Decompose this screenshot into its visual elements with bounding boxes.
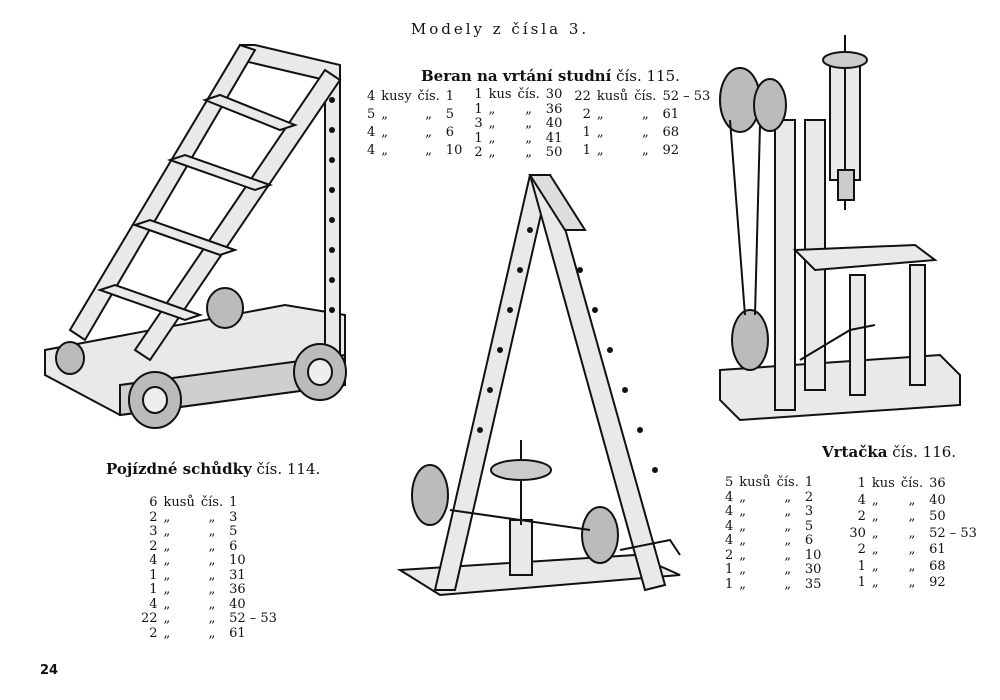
part-number: 92 [662, 143, 679, 159]
part-quantity: 4 [725, 504, 734, 519]
part-unit: „ [163, 596, 171, 612]
parts-row [571, 124, 713, 142]
part-unit: kusů [163, 495, 195, 510]
part-unit: „ [871, 575, 879, 591]
model-name: Pojízdné schůdky [106, 460, 252, 478]
part-unit: „ [871, 525, 879, 541]
parts-row [571, 88, 713, 106]
part-label: „ [208, 538, 216, 554]
part-number: 1 [229, 495, 238, 510]
parts-row [138, 612, 280, 627]
part-number: 5 [445, 106, 455, 122]
part-number: 92 [929, 575, 946, 591]
part-number: 3 [229, 509, 238, 525]
model-number: čís. 116. [892, 443, 957, 461]
part-label: „ [784, 547, 792, 563]
part-label: „ [208, 582, 216, 597]
part-number: 1 [804, 475, 814, 490]
part-quantity: 22 [141, 611, 158, 626]
parts-column [138, 496, 280, 641]
part-number: 41 [545, 130, 563, 146]
part-label: čís. [776, 475, 799, 490]
ram-illustration [380, 170, 700, 620]
part-quantity: 2 [857, 509, 866, 525]
parts-row [138, 583, 280, 598]
parts-row [722, 520, 824, 535]
part-number: 5 [229, 524, 238, 539]
part-unit: kusů [596, 88, 629, 104]
part-quantity: 2 [857, 542, 866, 558]
part-number: 6 [804, 533, 814, 548]
part-unit: „ [739, 547, 747, 563]
parts-column [846, 476, 980, 592]
part-number: 36 [545, 101, 563, 117]
part-unit: „ [488, 145, 496, 160]
part-unit: „ [596, 143, 604, 159]
page-header: Modely z čísla 3. [410, 20, 590, 38]
part-label: „ [208, 567, 216, 583]
part-quantity: 1 [725, 576, 734, 592]
part-quantity: 1 [474, 87, 483, 102]
part-unit: „ [871, 492, 879, 508]
part-number: 10 [229, 553, 246, 568]
parts-row [138, 627, 280, 642]
part-label: „ [784, 562, 792, 577]
part-quantity: 4 [857, 492, 866, 508]
page-number: 24 [40, 663, 59, 678]
drill-press-illustration [700, 30, 970, 420]
part-label: „ [908, 509, 916, 525]
part-unit: „ [381, 125, 389, 141]
parts-row [722, 549, 824, 564]
parts-row [138, 540, 280, 555]
part-quantity: 4 [725, 533, 734, 548]
part-label: „ [208, 553, 216, 568]
part-quantity: 1 [582, 125, 591, 141]
part-number: 31 [229, 567, 246, 583]
part-quantity: 4 [149, 553, 158, 568]
part-label: „ [908, 575, 916, 591]
part-number: 68 [662, 125, 679, 141]
model-number: čís. 114. [256, 460, 321, 478]
part-unit: kusů [739, 475, 771, 490]
part-quantity: 1 [725, 562, 734, 577]
part-number: 3 [804, 504, 814, 519]
part-label: „ [208, 509, 216, 525]
parts-row [138, 496, 280, 511]
part-number: 10 [804, 547, 822, 563]
part-unit: „ [739, 489, 747, 505]
part-number: 2 [804, 489, 814, 505]
model-title-beran [421, 67, 680, 85]
part-quantity: 4 [367, 88, 376, 104]
part-number: 61 [929, 542, 946, 558]
part-number: 35 [804, 576, 822, 592]
part-number: 50 [545, 145, 563, 160]
part-quantity: 3 [149, 524, 158, 539]
parts-row [471, 103, 565, 118]
part-label: „ [784, 518, 792, 534]
part-unit: „ [871, 509, 879, 525]
parts-row [846, 493, 980, 510]
part-unit: „ [163, 582, 171, 597]
parts-row [138, 525, 280, 540]
part-quantity: 1 [474, 130, 483, 146]
part-unit: kusy [381, 88, 412, 104]
parts-column [571, 88, 713, 161]
parts-row [364, 142, 465, 160]
part-label: „ [425, 143, 433, 159]
part-label: čís. [417, 88, 440, 104]
parts-row [722, 534, 824, 549]
part-number: 52 – 53 [229, 611, 277, 626]
part-quantity: 22 [574, 88, 591, 104]
part-number: 30 [545, 87, 563, 102]
part-number: 36 [929, 476, 946, 492]
parts-column [471, 88, 565, 161]
part-label: „ [908, 558, 916, 574]
part-label: „ [208, 611, 216, 626]
parts-row [722, 505, 824, 520]
part-unit: „ [739, 562, 747, 577]
part-number: 6 [229, 538, 238, 554]
part-quantity: 1 [857, 575, 866, 591]
part-label: „ [525, 101, 533, 117]
part-label: čís. [517, 87, 540, 102]
part-unit: „ [381, 106, 389, 122]
part-label: „ [641, 106, 649, 122]
part-quantity: 2 [582, 106, 591, 122]
parts-row [846, 476, 980, 493]
parts-row [471, 88, 565, 103]
part-label: „ [525, 145, 533, 160]
parts-row [364, 106, 465, 124]
parts-list-beran [364, 88, 713, 161]
part-number: 30 [804, 562, 822, 577]
part-quantity: 2 [474, 145, 483, 160]
parts-row [138, 598, 280, 613]
part-number: 40 [229, 596, 246, 612]
part-unit: „ [488, 130, 496, 146]
part-quantity: 1 [474, 101, 483, 117]
part-quantity: 2 [149, 538, 158, 554]
parts-row [722, 563, 824, 578]
part-label: „ [208, 596, 216, 612]
part-unit: „ [381, 143, 389, 159]
part-label: „ [908, 542, 916, 558]
parts-column [722, 476, 824, 592]
part-label: „ [908, 525, 916, 541]
part-number: 61 [229, 625, 246, 641]
part-unit: „ [163, 524, 171, 539]
model-number: čís. 115. [616, 67, 680, 85]
parts-row [471, 146, 565, 161]
parts-row [571, 106, 713, 124]
part-quantity: 4 [725, 489, 734, 505]
part-label: „ [784, 576, 792, 592]
part-quantity: 1 [857, 558, 866, 574]
part-number: 40 [545, 116, 563, 131]
part-unit: „ [596, 106, 604, 122]
part-number: 6 [445, 125, 455, 141]
part-quantity: 5 [725, 475, 734, 490]
model-name: Beran na vrtání studní [421, 67, 612, 85]
part-unit: „ [488, 116, 496, 131]
part-number: 52 – 53 [662, 88, 711, 104]
parts-row [846, 559, 980, 576]
part-label: čís. [900, 476, 924, 492]
part-number: 61 [662, 106, 679, 122]
part-quantity: 4 [149, 596, 158, 612]
part-unit: „ [739, 504, 747, 519]
part-unit: „ [739, 533, 747, 548]
part-number: 40 [929, 492, 946, 508]
part-number: 52 – 53 [929, 525, 977, 541]
part-quantity: 3 [474, 116, 483, 131]
part-quantity: 1 [857, 476, 866, 492]
parts-row [846, 575, 980, 592]
part-unit: „ [739, 518, 747, 534]
parts-row [138, 569, 280, 584]
part-label: „ [208, 625, 216, 641]
parts-row [722, 491, 824, 506]
part-unit: „ [871, 558, 879, 574]
part-unit: „ [488, 101, 496, 117]
part-label: čís. [634, 88, 657, 104]
part-number: 5 [804, 518, 814, 534]
part-quantity: 1 [149, 567, 158, 583]
part-quantity: 1 [582, 143, 591, 159]
part-unit: „ [871, 542, 879, 558]
part-label: „ [425, 106, 433, 122]
part-label: „ [908, 492, 916, 508]
parts-list-schudky [138, 496, 280, 641]
part-label: „ [784, 504, 792, 519]
part-label: „ [525, 130, 533, 146]
part-quantity: 4 [367, 125, 376, 141]
parts-row [846, 526, 980, 543]
part-label: čís. [200, 495, 224, 510]
part-quantity: 5 [367, 106, 376, 122]
part-label: „ [425, 125, 433, 141]
part-quantity: 2 [725, 547, 734, 563]
part-unit: „ [163, 625, 171, 641]
part-unit: „ [163, 567, 171, 583]
part-label: „ [784, 533, 792, 548]
part-quantity: 30 [849, 525, 866, 541]
parts-list-vrtacka [722, 476, 980, 592]
parts-row [138, 554, 280, 569]
parts-row [722, 578, 824, 593]
parts-row [722, 476, 824, 491]
part-number: 36 [229, 582, 246, 597]
part-unit: kus [871, 476, 895, 492]
part-unit: „ [596, 125, 604, 141]
part-unit: kus [488, 87, 512, 102]
parts-row [846, 542, 980, 559]
model-name: Vrtačka [822, 443, 888, 461]
part-number: 1 [445, 88, 455, 104]
part-quantity: 1 [149, 582, 158, 597]
part-unit: „ [163, 553, 171, 568]
part-unit: „ [739, 576, 747, 592]
ladder-cart-illustration [40, 40, 400, 440]
part-quantity: 2 [149, 625, 158, 641]
parts-column [364, 88, 465, 161]
part-number: 50 [929, 509, 946, 525]
parts-row [471, 117, 565, 132]
part-quantity: 4 [367, 143, 376, 159]
part-number: 68 [929, 558, 946, 574]
parts-row [471, 132, 565, 147]
part-quantity: 4 [725, 518, 734, 534]
part-label: „ [641, 143, 649, 159]
part-label: „ [208, 524, 216, 539]
parts-row [571, 142, 713, 160]
part-unit: „ [163, 509, 171, 525]
part-label: „ [525, 116, 533, 131]
part-quantity: 6 [149, 495, 158, 510]
model-title-vrtacka [822, 443, 956, 461]
parts-row [138, 511, 280, 526]
parts-row [364, 88, 465, 106]
parts-row [364, 124, 465, 142]
part-label: „ [641, 125, 649, 141]
part-unit: „ [163, 538, 171, 554]
model-title-schudky [106, 460, 320, 478]
parts-row [846, 509, 980, 526]
part-quantity: 2 [149, 509, 158, 525]
part-unit: „ [163, 611, 171, 626]
part-label: „ [784, 489, 792, 505]
part-number: 10 [445, 143, 463, 159]
